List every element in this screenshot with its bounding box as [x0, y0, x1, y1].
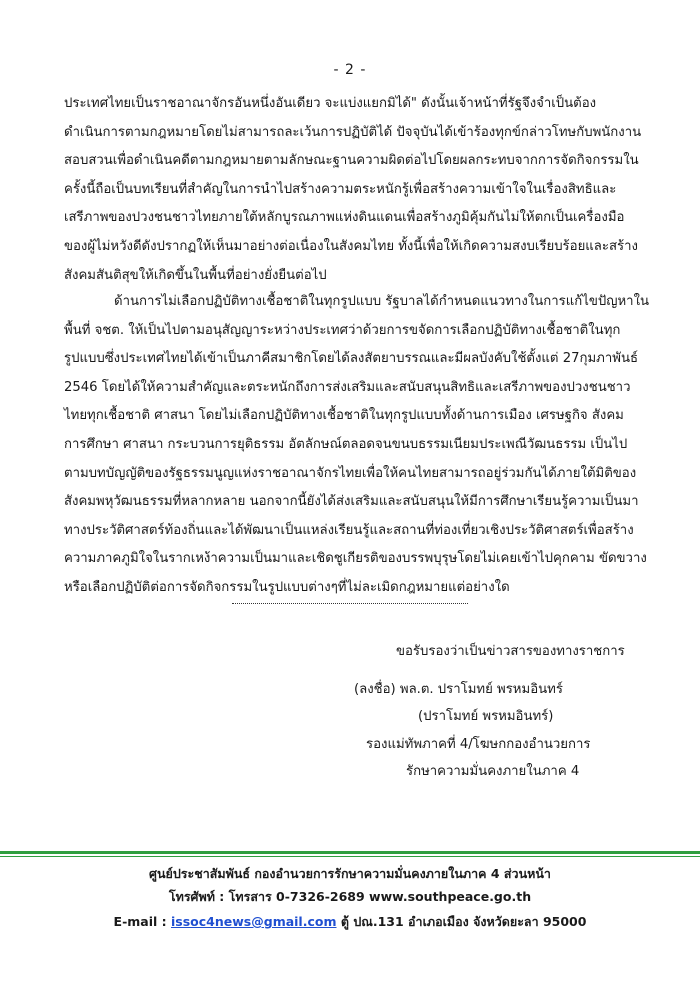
paragraph-line: ความภาคภูมิใจในรากเหง้าความเป็นมาและเชิดชูเกียรติของบรรพบุรุษโดยไม่เคยเข้าไปคุกคาม ขัดขวาง — [64, 551, 647, 567]
paragraph-line: ตามบทบัญญัติของรัฐธรรมนูญแห่งราชอาณาจักรไทยเพื่อให้คนไทยสามารถอยู่ร่วมกันได้ภายใต้มิติของ — [64, 465, 637, 481]
certification-text: ขอรับรองว่าเป็นข่าวสารของทางราชการ — [396, 644, 625, 659]
dotted-separator — [232, 603, 468, 604]
paragraph-line: หรือเลือกปฏิบัติต่อการจัดกิจกรรมในรูปแบบต่างๆที่ไม่ละเมิดกฎหมายแต่อย่างใด — [64, 579, 510, 595]
footer-organization: ศูนย์ประชาสัมพันธ์ กองอำนวยการรักษาความมั่นคงภายในภาค 4 ส่วนหน้า — [149, 866, 551, 881]
paragraph-line: ครั้งนี้ถือเป็นบทเรียนที่สำคัญในการนำไปสร้างความตระหนักรู้เพื่อสร้างความเข้าใจในเรื่องสิทธิและ — [64, 181, 617, 197]
footer-address: ตู้ ปณ.131 อำเภอเมือง จังหวัดยะลา 95000 — [336, 914, 587, 929]
paragraph-line: 2546 โดยได้ให้ความสำคัญและตระหนักถึงการส่งเสริมและสนับสนุนสิทธิและเสรีภาพของปวงชนชาว — [64, 379, 631, 395]
paragraph-line: สังคมสันติสุขให้เกิดขึ้นในพื้นที่อย่างยั่งยืนต่อไป — [64, 267, 327, 283]
paragraph-line: การศึกษา ศาสนา กระบวนการยุติธรรม อัตลักษณ์ตลอดจนขนบธรรมเนียมประเพณีวัฒนธรรม เป็นไป — [64, 436, 628, 452]
paragraph-line: ด้านการไม่เลือกปฏิบัติทางเชื้อชาติในทุกรูปแบบ รัฐบาลได้กำหนดแนวทางในการแก้ไขปัญหาใน — [114, 294, 650, 309]
paragraph-line: รูปแบบซึ่งประเทศไทยได้เข้าเป็นภาคีสมาชิกโดยได้ลงสัตยาบรรณและมีผลบังคับใช้ตั้งแต่ 27กุมภาพันธ์ — [64, 351, 639, 367]
page-number: - 2 - — [333, 62, 367, 78]
paragraph-line: ของผู้ไม่หวังดีดังปรากฏให้เห็นมาอย่างต่อเนื่องในสังคมไทย ทั้งนี้เพื่อให้เกิดความสงบเรียบร้อยและสร้าง — [64, 238, 638, 254]
position-line-1: รองแม่ทัพภาคที่ 4/โฆษกกองอำนวยการ — [366, 737, 591, 752]
footer-rule-thin — [0, 856, 700, 857]
paragraph-2 — [64, 288, 650, 603]
footer-phone: โทรศัพท์ : โทรสาร 0-7326-2689 www.southpeace.go.th — [168, 889, 532, 904]
paragraph-line: เสรีภาพของปวงชนชาวไทยภายใต้หลักบูรณภาพแห่งดินแดนเพื่อสร้างภูมิคุ้มกันไม่ให้ตกเป็นเครื่องมือ — [64, 210, 625, 226]
signed-name: (ลงชื่อ) พล.ต. ปราโมทย์ พรหมอินทร์ — [354, 682, 563, 697]
footer-contact — [0, 912, 700, 932]
paragraph-line: ดำเนินการตามกฎหมายโดยไม่สามารถละเว้นการปฏิบัติได้ ปัจจุบันได้เข้าร้องทุกข์กล่าวโทษกับพนักงาน — [64, 124, 642, 140]
footer-rule-thick — [0, 851, 700, 854]
printed-name: (ปราโมทย์ พรหมอินทร์) — [418, 709, 554, 724]
footer-email-label: E-mail : — [113, 914, 172, 929]
paragraph-line: ประเทศไทยเป็นราชอาณาจักรอันหนึ่งอันเดียว จะแบ่งแยกมิได้" ดังนั้นเจ้าหน้าที่รัฐจึงจำเป็นต้อง — [64, 96, 597, 111]
paragraph-1 — [64, 90, 644, 290]
paragraph-line: ทางประวัติศาสตร์ท้องถิ่นและได้พัฒนาเป็นแหล่งเรียนรู้และสถานที่ท่องเที่ยวเชิงประวัติศาสตร์เพื่อสร้าง — [64, 522, 634, 538]
position-line-2: รักษาความมั่นคงภายในภาค 4 — [406, 764, 580, 779]
paragraph-line: สังคมพหุวัฒนธรรมที่หลากหลาย นอกจากนี้ยังได้ส่งเสริมและสนับสนุนให้มีการศึกษาเรียนรู้ความเป็นมา — [64, 494, 639, 510]
footer-email-link[interactable]: issoc4news@gmail.com — [171, 914, 337, 929]
paragraph-line: ไทยทุกเชื้อชาติ ศาสนา โดยไม่เลือกปฏิบัติทางเชื้อชาติในทุกรูปแบบทั้งด้านการเมือง เศรษฐกิจ สังคม — [64, 408, 624, 424]
paragraph-line: พื้นที่ จชต. ให้เป็นไปตามอนุสัญญาระหว่างประเทศว่าด้วยการขจัดการเลือกปฏิบัติทางเชื้อชาติในทุก — [64, 322, 621, 338]
paragraph-line: สอบสวนเพื่อดำเนินคดีตามกฎหมายตามลักษณะฐานความผิดต่อไปโดยผลกระทบจากการจัดกิจกรรมใน — [64, 153, 639, 169]
